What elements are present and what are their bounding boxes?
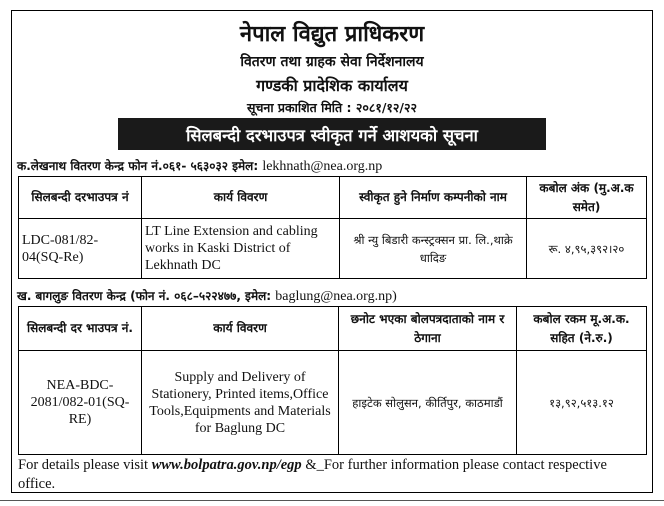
section2-center-line <box>17 287 397 305</box>
header-bid-no: सिलबन्दी दरभाउपत्र नं <box>19 177 142 219</box>
footer-note <box>18 456 646 494</box>
header-description: कार्य विवरण <box>142 307 339 351</box>
notice-title: सिलबन्दी दरभाउपत्र स्वीकृत गर्ने आशयको सूचना <box>118 118 546 150</box>
header-description: कार्य विवरण <box>142 177 340 219</box>
header-bid-no: सिलबन्दी दर भाउपत्र नं. <box>19 307 142 351</box>
header-amount: कबोल रकम मू.अ.क. सहित (ने.रु.) <box>517 307 647 351</box>
amount-cell: १३,९२,५१३.१२ <box>517 351 647 455</box>
bid-no-cell: NEA-BDC-2081/082-01(SQ-RE) <box>19 351 142 455</box>
table-header-row <box>19 177 647 219</box>
description-cell: Supply and Delivery of Stationery, Printed items,Office Tools,Equipments and Materials for Baglung DC <box>142 351 339 455</box>
section1-email[interactable]: lekhnath@nea.org.np <box>262 159 383 174</box>
org-title: नेपाल विद्युत प्राधिकरण <box>239 22 425 47</box>
footer-suffix: &_For further information please contact respective office. <box>18 457 607 492</box>
bid-no-cell: LDC-081/82-04(SQ-Re) <box>19 219 142 279</box>
bottom-divider <box>0 500 664 501</box>
header-company: स्वीकृत हुने निर्माण कम्पनीको नाम <box>340 177 527 219</box>
section1-center-text: क.लेखनाथ वितरण केन्द्र फोन नं.०६१- ५६३०३२ इमेल: <box>17 159 259 173</box>
table-header-row <box>19 307 647 351</box>
company-cell: हाइटेक सोलुसन, कीर्तिपुर, काठमाडौं <box>339 351 517 455</box>
section2-table <box>18 306 647 455</box>
company-cell: श्री न्यु बिडारी कन्स्ट्रक्सन प्रा. लि.,थाक्रे धादिङ <box>340 219 527 279</box>
amount-cell: रू. ४,९५,३९२।२० <box>527 219 647 279</box>
footer-link[interactable]: www.bolpatra.gov.np/egp <box>151 457 302 473</box>
directorate-title: वितरण तथा ग्राहक सेवा निर्देशनालय <box>240 54 424 70</box>
table-row <box>19 351 647 455</box>
published-date: सूचना प्रकाशित मिति : २०८१/१२/२२ <box>247 100 417 115</box>
description-cell: LT Line Extension and cabling works in Kaski District of Lekhnath DC <box>142 219 340 279</box>
office-title: गण्डकी प्रादेशिक कार्यालय <box>256 76 408 95</box>
header-company: छनोट भएका बोलपत्रदाताको नाम र ठेगाना <box>339 307 517 351</box>
section1-table <box>18 176 647 279</box>
section2-center-text: ख. बागलुङ वितरण केन्द्र (फोन नं. ०६८–५२२४७७, इमेल: <box>17 289 272 303</box>
header-amount: कबोल अंक (मु.अ.क समेत) <box>527 177 647 219</box>
footer-prefix: For details please visit <box>18 457 149 473</box>
section1-center-line <box>17 157 382 175</box>
table-row <box>19 219 647 279</box>
section2-email[interactable]: baglung@nea.org.np) <box>275 289 397 304</box>
